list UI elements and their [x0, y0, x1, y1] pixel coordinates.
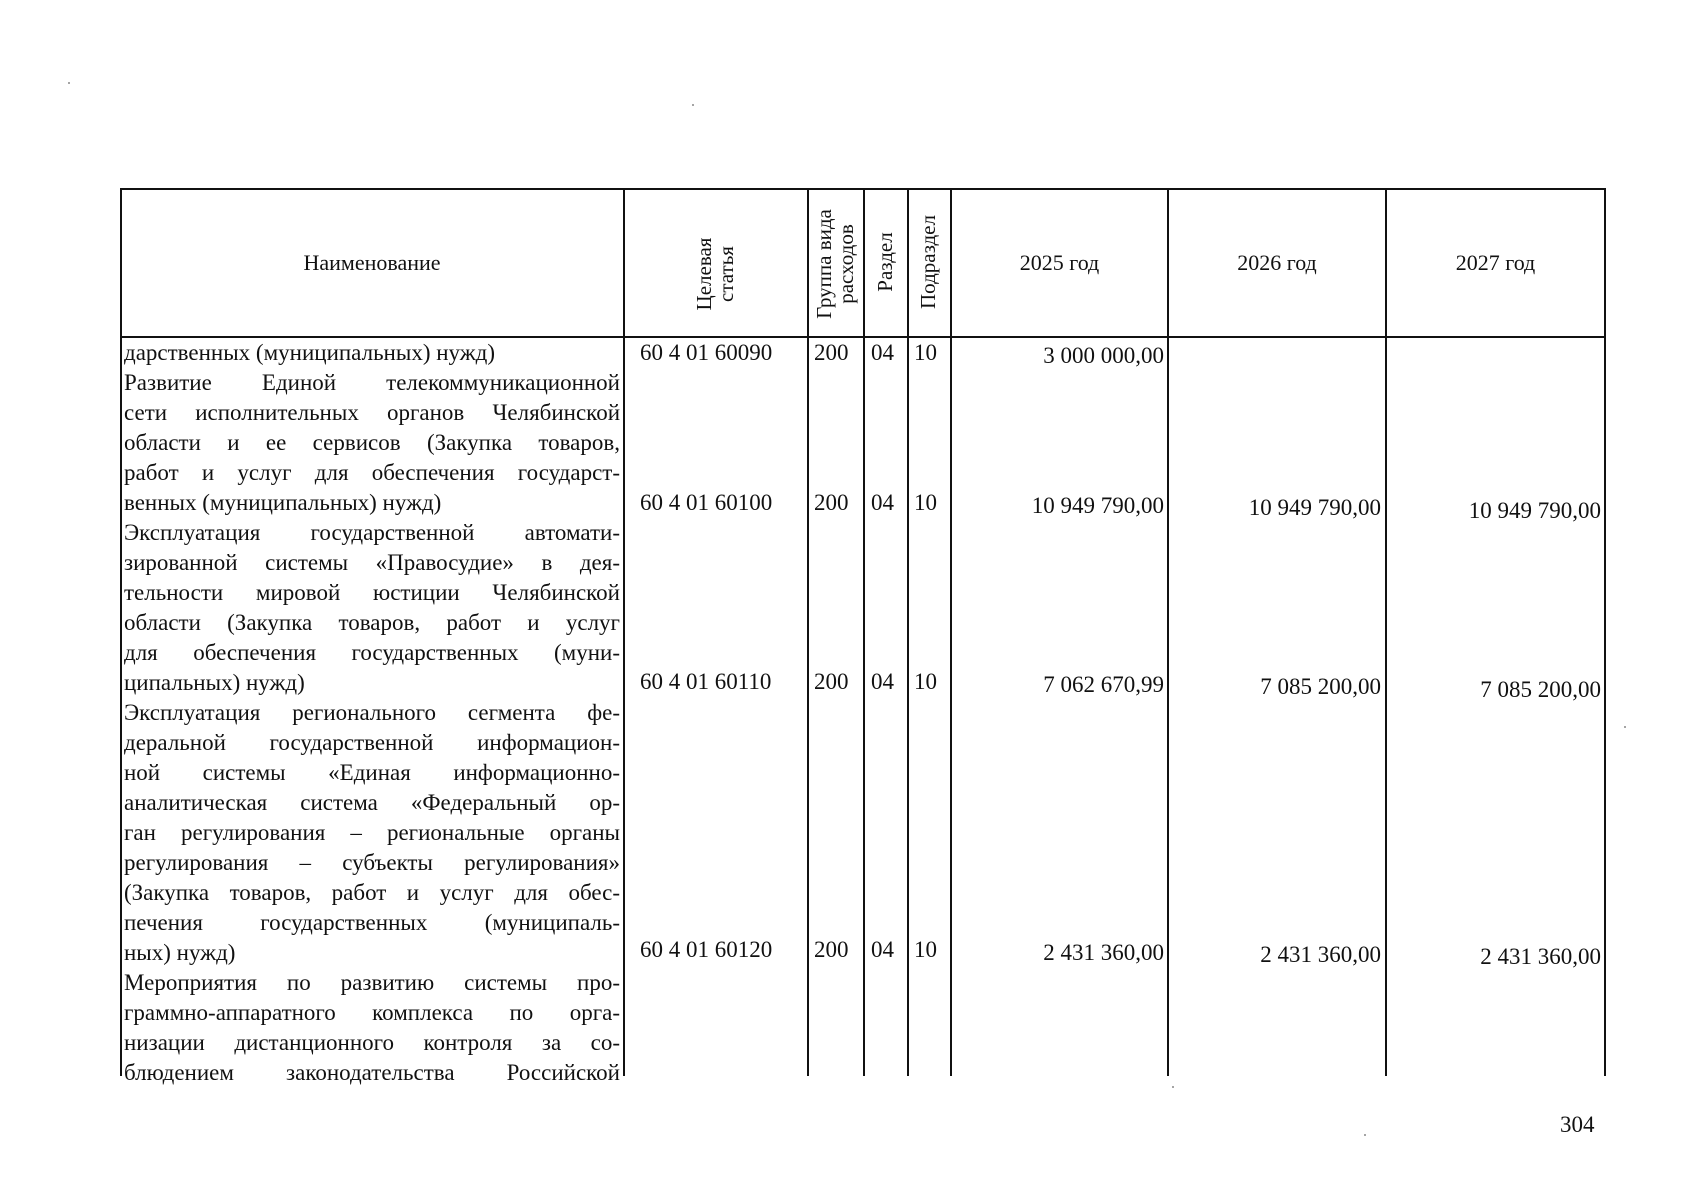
col-border-1: [623, 188, 625, 1076]
row-code: 60 4 01 60110: [640, 669, 772, 694]
header-target-article-line2: статья: [714, 246, 738, 302]
header-expense-group-line1: Группа вида: [812, 209, 836, 319]
header-2025: 2025 год: [1019, 250, 1100, 275]
scan-speck: [1172, 1086, 1174, 1088]
header-name: Наименование: [303, 250, 441, 275]
col-border-4: [907, 188, 909, 1076]
row-section: 04: [871, 490, 894, 515]
name-line: ных) нужд): [124, 940, 236, 965]
row-group: 200: [814, 340, 849, 365]
row-amount-2025: 3 000 000,00: [1043, 343, 1164, 368]
row-group: 200: [814, 937, 849, 962]
name-line: для обеспечения государственных (муни-: [124, 640, 620, 665]
name-line: Мероприятия по развитию системы про-: [124, 970, 620, 995]
row-amount-2027: 7 085 200,00: [1480, 677, 1601, 702]
row-amount-2027: 10 949 790,00: [1468, 498, 1601, 523]
scan-speck: [68, 82, 70, 84]
row-amount-2025: 10 949 790,00: [1031, 493, 1164, 518]
row-subsection: 10: [914, 490, 937, 515]
row-subsection: 10: [914, 937, 937, 962]
name-line: тельности мировой юстиции Челябинской: [124, 580, 620, 605]
name-line: низации дистанционного контроля за со-: [124, 1030, 620, 1055]
row-section: 04: [871, 340, 894, 365]
row-group: 200: [814, 669, 849, 694]
scan-speck: [1364, 1134, 1366, 1136]
header-expense-group: [813, 194, 857, 334]
row-subsection: 10: [914, 669, 937, 694]
row-group: 200: [814, 490, 849, 515]
row-amount-2026: 10 949 790,00: [1248, 495, 1381, 520]
row-amount-2025: 7 062 670,99: [1043, 672, 1164, 697]
name-line: зированной системы «Правосудие» в дея-: [124, 550, 620, 575]
name-line: аналитическая система «Федеральный ор-: [124, 790, 620, 815]
col-border-8: [1604, 188, 1606, 1076]
row-subsection: 10: [914, 340, 937, 365]
header-target-article-line1: Целевая: [692, 237, 716, 311]
name-line: работ и услуг для обеспечения государст-: [124, 460, 620, 485]
header-target-article: [693, 204, 737, 344]
name-line: ган регулирования – региональные органы: [124, 820, 620, 845]
col-border-3: [863, 188, 865, 1076]
name-line: граммно-аппаратного комплекса по орга-: [124, 1000, 620, 1025]
name-column-text: [124, 338, 620, 1088]
header-2026: 2026 год: [1237, 250, 1317, 275]
name-line: регулирования – субъекты регулирования»: [124, 850, 620, 875]
name-line: блюдением законодательства Российской: [124, 1060, 620, 1085]
row-section: 04: [871, 669, 894, 694]
page-number: 304: [1560, 1112, 1595, 1137]
name-line: венных (муниципальных) нужд): [124, 490, 442, 515]
name-line: деральной государственной информацион-: [124, 730, 620, 755]
name-line: ной системы «Единая информационно-: [124, 760, 620, 785]
col-border-2: [807, 188, 809, 1076]
name-line: области и ее сервисов (Закупка товаров,: [124, 430, 620, 455]
header-2027: 2027 год: [1455, 250, 1536, 275]
name-line: ципальных) нужд): [124, 670, 305, 695]
row-code: 60 4 01 60100: [640, 490, 773, 515]
name-line: Эксплуатация регионального сегмента фе-: [124, 700, 620, 725]
name-line: Эксплуатация государственной автомати-: [124, 520, 620, 545]
name-line: области (Закупка товаров, работ и услуг: [124, 610, 620, 635]
row-amount-2026: 7 085 200,00: [1260, 674, 1381, 699]
row-amount-2026: 2 431 360,00: [1260, 942, 1381, 967]
row-section: 04: [871, 937, 894, 962]
name-line: Развитие Единой телекоммуникационной: [124, 370, 620, 395]
name-line: дарственных (муниципальных) нужд): [124, 340, 495, 365]
header-subsection: Подраздел: [916, 215, 940, 309]
header-section: Раздел: [873, 232, 897, 292]
row-amount-2027: 2 431 360,00: [1480, 944, 1601, 969]
name-line: сети исполнительных органов Челябинской: [124, 400, 620, 425]
row-code: 60 4 01 60090: [640, 340, 773, 365]
scan-speck: [1624, 726, 1626, 728]
header-expense-group-line2: расходов: [834, 224, 858, 304]
scan-speck: [692, 104, 694, 106]
name-line: (Закупка товаров, работ и услуг для обес-: [124, 880, 620, 905]
row-amount-2025: 2 431 360,00: [1043, 940, 1164, 965]
name-line: печения государственных (муниципаль-: [124, 910, 620, 935]
row-code: 60 4 01 60120: [640, 937, 773, 962]
